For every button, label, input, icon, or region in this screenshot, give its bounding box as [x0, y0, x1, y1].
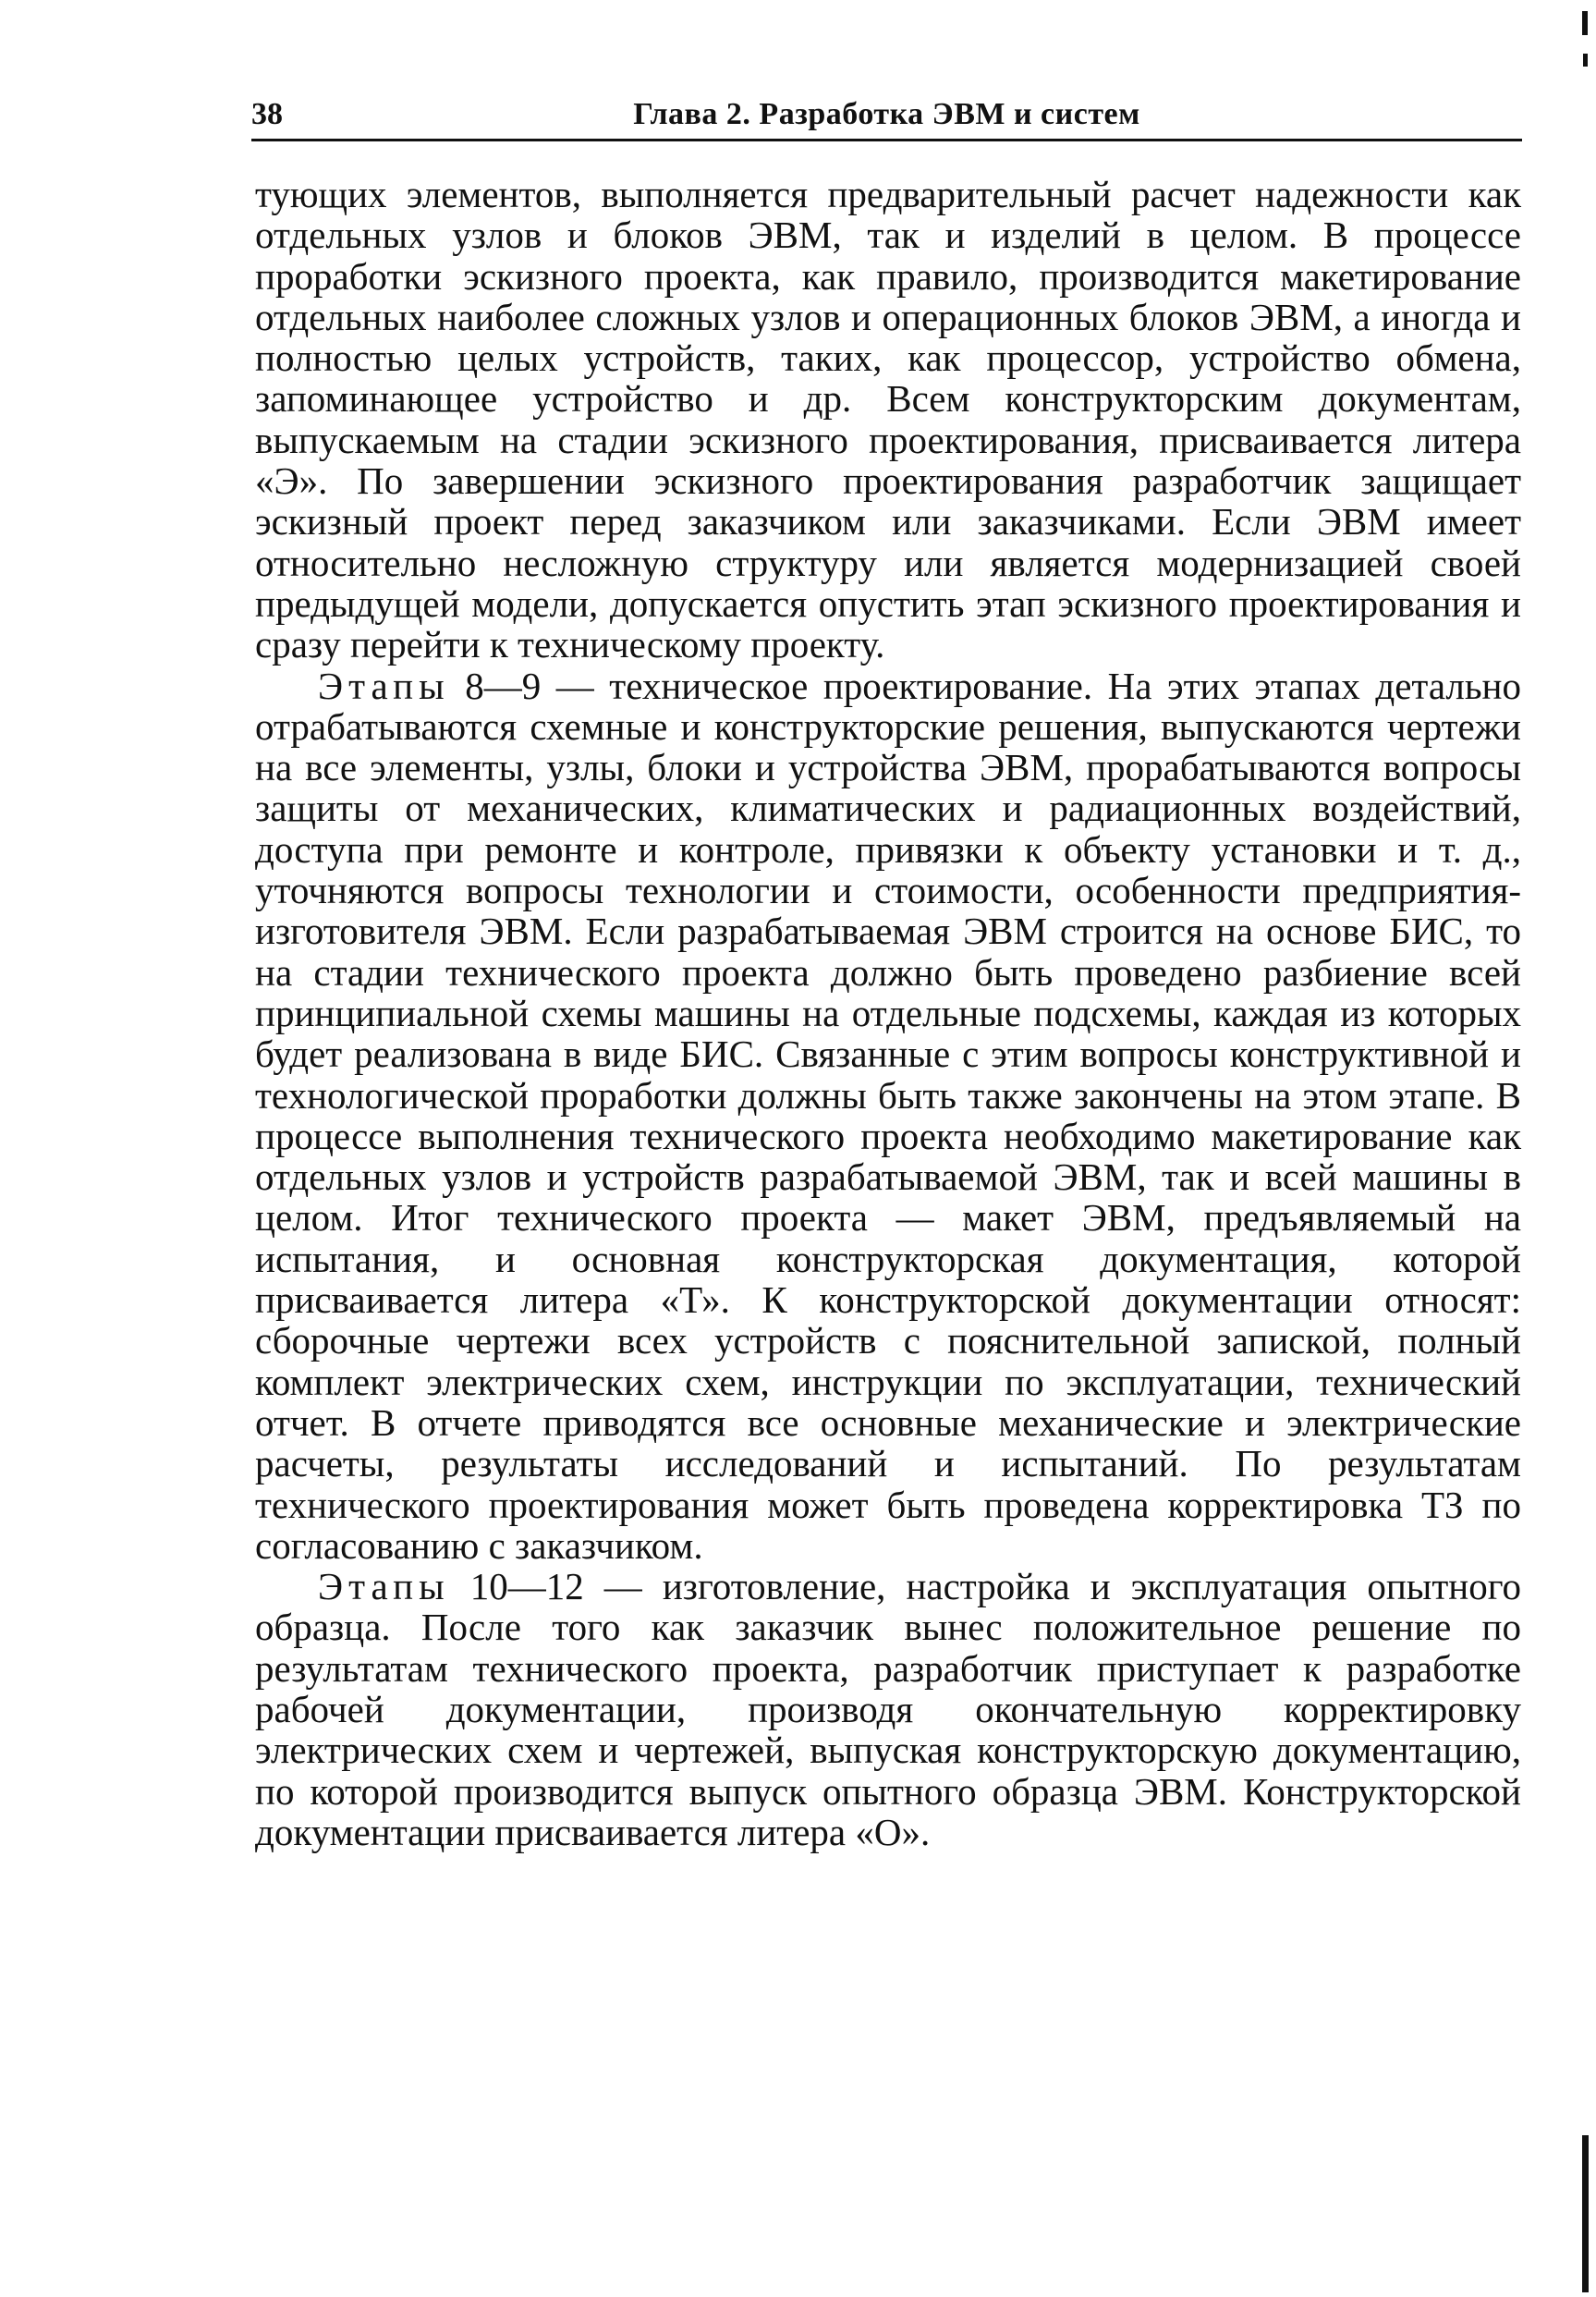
page-header: [251, 92, 1522, 141]
body-text: [255, 174, 1521, 1852]
paragraph-stages-10-12: [255, 1566, 1521, 1852]
paragraph-stages-8-9: [255, 666, 1521, 1567]
running-title: Глава 2. Разработка ЭВМ и систем: [633, 97, 1140, 131]
paragraph-text: 10—12 — изготовление, настройка и эксплуатация опытного образца. После того как заказчик вынес положительное решение по результатам технического проекта, разработчик приступает к разработке рабочей документации, производя окончательную корректировку электрических схем и чертежей, выпуская конструкторскую документацию, по которой производится выпуск опытного образца ЭВМ. Конструкторской документации присваивается литера «О».: [255, 1565, 1521, 1853]
paragraph-text: тующих элементов, выполняется предварительный расчет надежности как отдельных узлов и блоков ЭВМ, так и изделий в целом. В процессе проработки эскизного проекта, как правило, производится макетирование отдельных наиболее сложных узлов и операционных блоков ЭВМ, а иногда и полностью целых устройств, таких, как процессор, устройство обмена, запоминающее устройство и др. Всем конструкторским документам, выпускаемым на стадии эскизного проектирования, присваивается литера «Э». По завершении эскизного проектирования разработчик защищает эскизный проект перед заказчиком или заказчиками. Если ЭВМ имеет относительно несложную структуру или является модернизацией своей предыдущей модели, допускается опустить этап эскизного проектирования и сразу перейти к техническому проекту.: [255, 173, 1521, 666]
paragraph-continuation: [255, 174, 1521, 666]
scan-edge-mark-top-small: [1583, 54, 1588, 67]
paragraph-text: 8—9 — техническое проектирование. На этих этапах детально отрабатываются схемные и конструкторские решения, выпускаются чертежи на все элементы, узлы, блоки и устройства ЭВМ, прорабатываются вопросы защиты от механических, климатических и радиационных воздействий, доступа при ремонте и контроле, привязки к объекту установки и т. д., уточняются вопросы технологии и стоимости, особенности предприятия-изготовителя ЭВМ. Если разрабатываемая ЭВМ строится на основе БИС, то на стадии технического проекта должно быть проведено разбиение всей принципиальной схемы машины на отдельные подсхемы, каждая из которых будет реализована в виде БИС. Связанные с этим вопросы конструктивной и технологической проработки должны быть также закончены на этом этапе. В процессе выполнения технического проекта необходимо макетирование как отдельных узлов и устройств разрабатываемой ЭВМ, так и всей машины в целом. Итог технического проекта — макет ЭВМ, предъявляемый на испытания, и основная конструкторская документация, которой присваивается литера «Т». К конструкторской документации относят: сборочные чертежи всех устройств с пояснительной запиской, полный комплект электрических схем, инструкции по эксплуатации, технический отчет. В отчете приводятся все основные механические и электрические расчеты, результаты исследований и испытаний. По результатам технического проектирования может быть проведена корректировка ТЗ по согласованию с заказчиком.: [255, 664, 1521, 1567]
paragraph-lead: Этапы: [318, 1565, 450, 1608]
scan-edge-mark-bottom: [1582, 2135, 1589, 2292]
scan-edge-mark-top: [1582, 11, 1588, 35]
paragraph-lead: Этапы: [318, 664, 450, 707]
page-number: 38: [251, 97, 283, 131]
